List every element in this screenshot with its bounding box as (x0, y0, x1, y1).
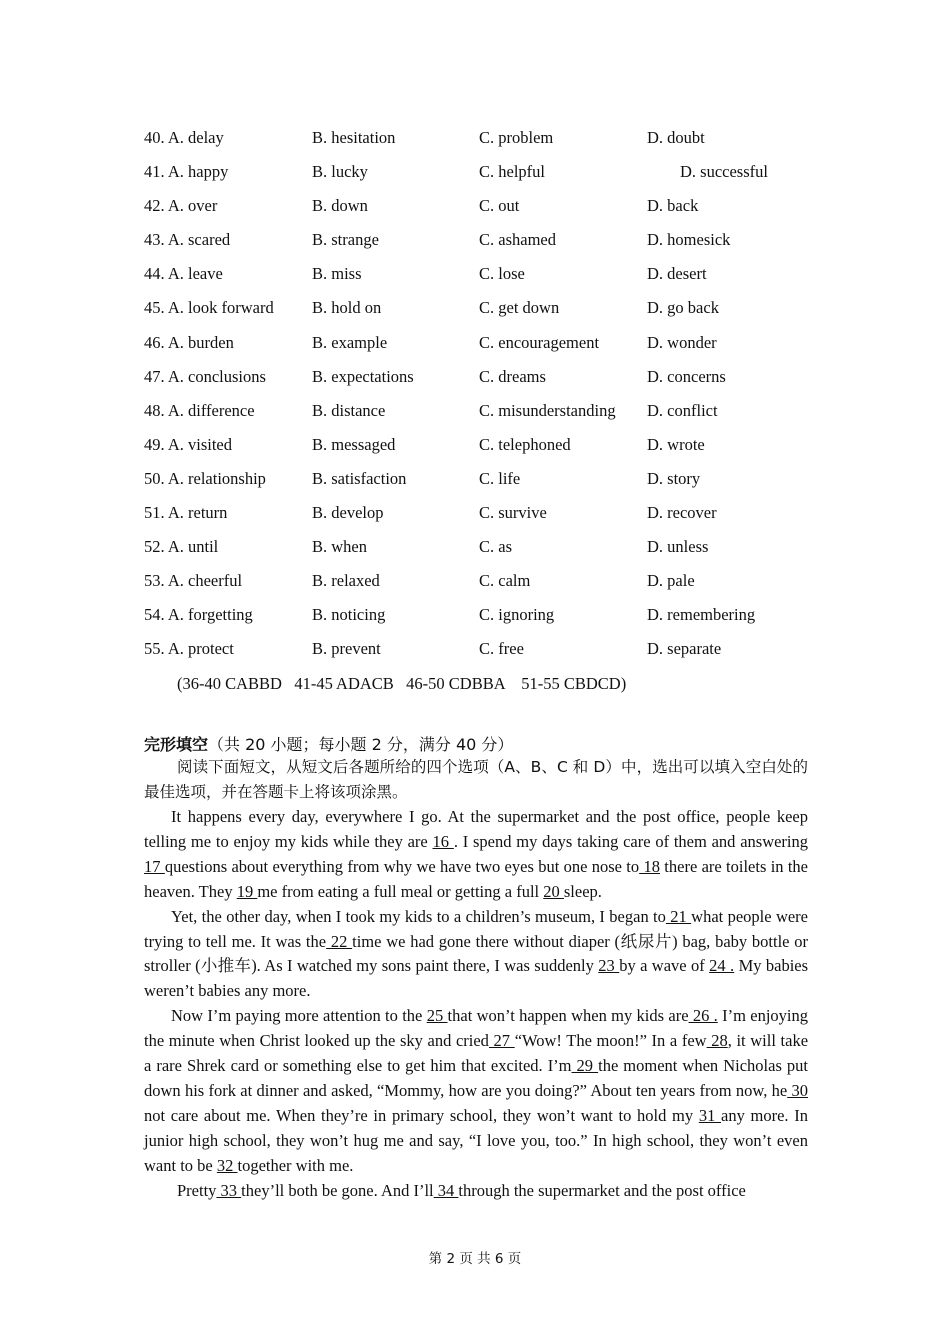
option-b: B. strange (312, 230, 379, 250)
blank-number: 18 (639, 856, 660, 876)
blank-number: 33 (216, 1180, 242, 1200)
question-row (144, 563, 824, 597)
section-heading (144, 732, 513, 755)
page-footer: 第 2 页 共 6 页 (428, 1251, 522, 1267)
passage-text: they’ll both be gone. And I’ll (241, 1180, 434, 1200)
passage-text: “Wow! The moon!” In a few (514, 1031, 707, 1051)
option-d: D. remembering (647, 605, 756, 625)
option-a: 42. A. over (144, 196, 218, 216)
option-b: B. hesitation (312, 128, 396, 147)
option-a: 44. A. leave (144, 264, 223, 284)
option-c: C. dreams (479, 366, 546, 386)
option-b: B. messaged (312, 434, 396, 454)
passage-text: I’m enjoying the minute when Christ looked up the sky and cried (144, 1006, 809, 1051)
option-b: B. satisfaction (312, 468, 407, 488)
option-d: D. pale (647, 571, 695, 591)
passage-text: My babies weren’t babies any more. (144, 956, 809, 1001)
passage-text: what people were trying to tell me. It was the (144, 906, 809, 951)
option-a: 40. A. delay (144, 128, 224, 147)
passage-text: Now I’m paying more attention to the (171, 1006, 427, 1026)
passage-text: , it will take a rare Shrek card or something else to get him that excited. I’m (144, 1031, 809, 1076)
option-a: 51. A. return (144, 503, 228, 523)
option-a: 53. A. cheerful (144, 571, 243, 591)
option-d: D. concerns (647, 366, 726, 386)
question-row (144, 154, 824, 188)
passage-paragraph (144, 1004, 808, 1178)
question-row (144, 393, 824, 427)
option-b: B. down (312, 196, 368, 216)
question-row (144, 222, 824, 256)
option-d: D. go back (647, 298, 719, 318)
blank-number: 27 (488, 1031, 515, 1051)
blank-number: 17 (144, 856, 165, 876)
option-b: B. miss (312, 264, 362, 284)
question-row (144, 427, 824, 461)
question-row (144, 359, 824, 393)
option-c: C. ignoring (479, 605, 555, 625)
option-d: D. separate (647, 639, 722, 659)
option-c: C. ashamed (479, 230, 556, 250)
option-d: D. story (647, 468, 701, 488)
question-row (144, 290, 824, 324)
option-b: B. expectations (312, 366, 414, 386)
option-a: 48. A. difference (144, 400, 255, 420)
option-a: 52. A. until (144, 537, 219, 557)
option-c: C. get down (479, 298, 560, 318)
passage-text: Yet, the other day, when I took my kids to a children’s museum, I began to (171, 906, 666, 926)
blank-number: 34 (433, 1180, 459, 1200)
option-b: B. relaxed (312, 571, 380, 591)
option-d: D. wrote (647, 434, 705, 454)
option-c: C. telephoned (479, 434, 571, 454)
option-c: C. calm (479, 571, 531, 591)
option-c: C. misunderstanding (479, 400, 616, 420)
option-c: C. lose (479, 264, 525, 284)
options-table (144, 120, 824, 666)
option-c: C. problem (479, 128, 554, 147)
passage-text: through the supermarket and the post office (458, 1180, 746, 1200)
passage-text: any more. In junior high school, they won’t hug me and say, “I love you, too.” In high school, they won’t even want to be (144, 1105, 808, 1175)
blank-number: 20 (543, 881, 564, 901)
option-a: 49. A. visited (144, 434, 233, 454)
option-b: B. develop (312, 503, 384, 523)
blank-number: 32 (216, 1155, 238, 1175)
blank-number: 26 . (688, 1006, 718, 1026)
option-c: C. encouragement (479, 332, 600, 352)
blank-number: 28 (706, 1031, 728, 1051)
option-a: 43. A. scared (144, 230, 231, 250)
passage-text: there are toilets in the heaven. They (144, 856, 809, 901)
blank-number: 21 (665, 906, 692, 926)
passage-text: sleep. (563, 881, 602, 901)
question-row (144, 631, 824, 665)
option-a: 54. A. forgetting (144, 605, 253, 625)
passage-paragraph (144, 1179, 808, 1204)
blank-number: 16 (432, 831, 454, 851)
section-subtitle: （共 20 小题；每小题 2 分，满分 40 分） (208, 735, 514, 754)
question-row (144, 325, 824, 359)
question-row (144, 188, 824, 222)
option-c: C. survive (479, 503, 547, 523)
passage-text: that won’t happen when my kids are (447, 1006, 689, 1026)
option-d: D. homesick (647, 230, 731, 250)
option-d: D. recover (647, 503, 717, 523)
option-c: C. out (479, 196, 520, 216)
passage-paragraph (144, 805, 808, 905)
blank-number: 24 . (709, 956, 735, 976)
section-title: 完形填空 (144, 735, 209, 754)
passage-text: not care about me. When they’re in primary school, they won’t want to hold my (144, 1105, 699, 1125)
answer-key: (36-40 CABBD 41-45 ADACB 46-50 CDBBA 51-55 CBDCD) (177, 674, 627, 693)
option-d: D. back (647, 196, 699, 216)
option-a: 41. A. happy (144, 162, 229, 182)
option-c: C. helpful (479, 162, 545, 182)
blank-number: 19 (236, 881, 258, 901)
passage-text: Pretty (177, 1180, 217, 1200)
blank-number: 30 (787, 1080, 808, 1100)
question-row (144, 256, 824, 290)
passage-text: questions about everything from why we have two eyes but one nose to (164, 856, 640, 876)
option-c: C. free (479, 639, 524, 659)
question-row (144, 597, 824, 631)
option-d: D. desert (647, 264, 707, 284)
blank-number: 29 (571, 1056, 599, 1076)
passage-text: me from eating a full meal or getting a full (257, 881, 544, 901)
option-d: D. wonder (647, 332, 717, 352)
question-row (144, 529, 824, 563)
passage-paragraph (144, 905, 808, 1005)
cloze-passage (144, 805, 808, 1204)
question-row (144, 461, 824, 495)
option-a: 45. A. look forward (144, 298, 274, 318)
blank-number: 31 (698, 1105, 722, 1125)
option-b: B. hold on (312, 298, 382, 318)
blank-number: 22 (326, 931, 353, 951)
blank-number: 25 (426, 1006, 448, 1026)
option-b: B. lucky (312, 162, 368, 182)
option-d: D. doubt (647, 128, 705, 147)
option-a: 50. A. relationship (144, 468, 266, 488)
question-row (144, 120, 824, 154)
option-a: 47. A. conclusions (144, 366, 266, 386)
option-d: D. unless (647, 537, 709, 557)
passage-text: . I spend my days taking care of them and answering (453, 831, 809, 851)
option-c: C. as (479, 537, 512, 557)
option-a: 46. A. burden (144, 332, 234, 352)
question-row (144, 495, 824, 529)
option-b: B. example (312, 332, 388, 352)
passage-text: together with me. (237, 1155, 354, 1175)
passage-text: time we had gone there without diaper (纸尿片) bag, baby bottle or stroller (小推车). As I watched my sons paint there, I was suddenly (144, 931, 808, 976)
option-b: B. when (312, 537, 367, 557)
option-b: B. distance (312, 400, 386, 420)
section-instruction: 阅读下面短文，从短文后各题所给的四个选项（A、B、C 和 D）中，选出可以填入空白处的最佳选项，并在答题卡上将该项涂黑。 (144, 758, 808, 801)
passage-text: the moment when Nicholas put down his fork at dinner and asked, “Mommy, how are you doing?” About ten years from now, he (144, 1056, 808, 1100)
blank-number: 23 (598, 956, 620, 976)
option-b: B. noticing (312, 605, 386, 625)
passage-text: by a wave of (619, 956, 710, 976)
option-c: C. life (479, 468, 521, 488)
option-d: D. successful (680, 162, 768, 182)
option-a: 55. A. protect (144, 639, 234, 659)
passage-text: It happens every day, everywhere I go. At the supermarket and the post office, people keep telling me to enjoy my kids while they are (144, 807, 808, 851)
option-b: B. prevent (312, 639, 381, 659)
option-d: D. conflict (647, 400, 718, 420)
